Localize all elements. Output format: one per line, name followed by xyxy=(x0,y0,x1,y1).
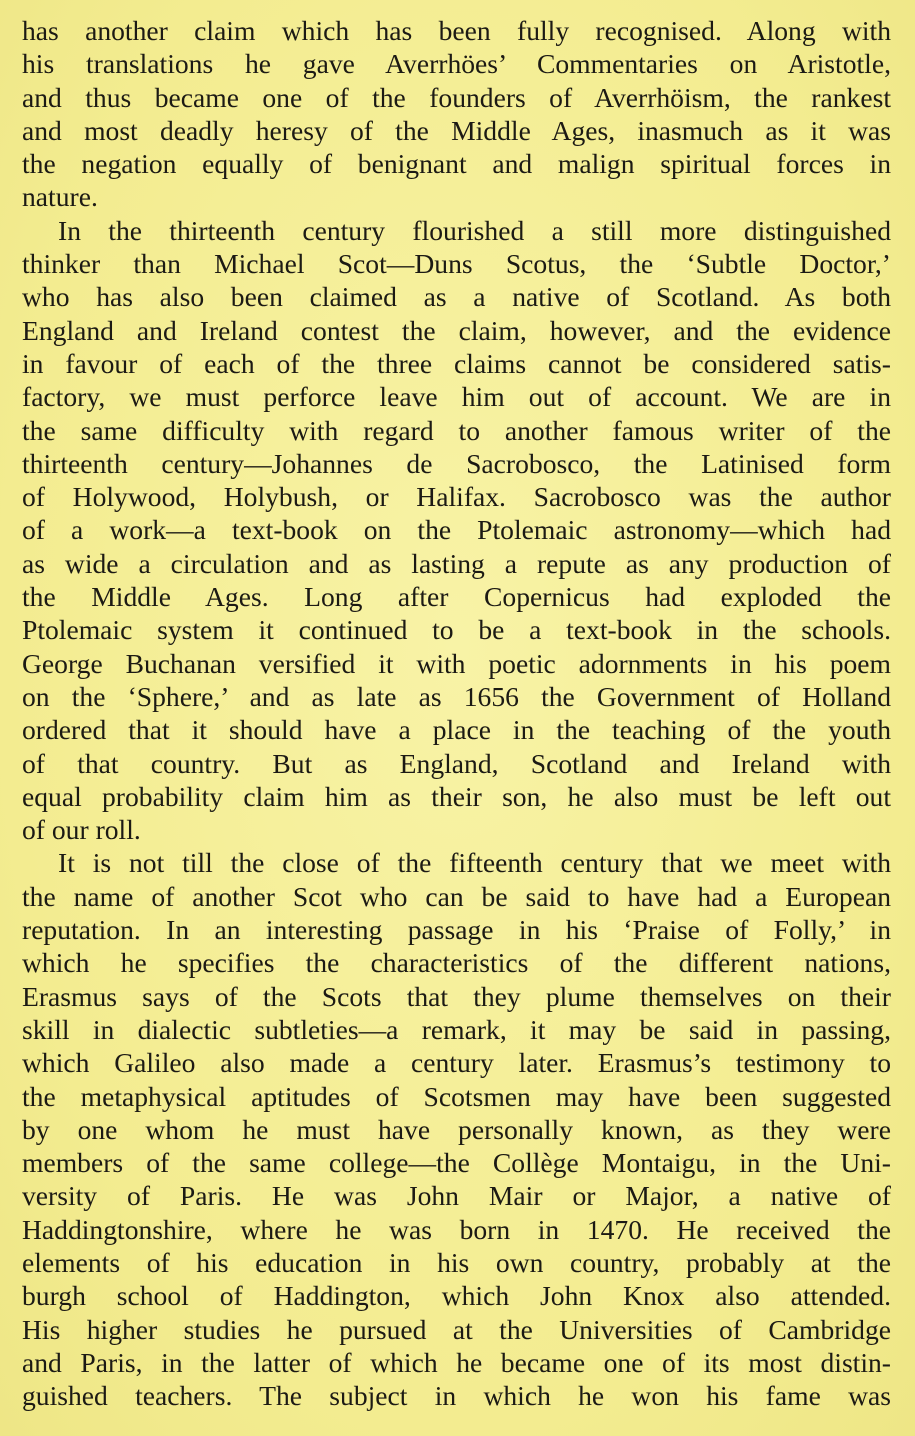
text-line: and Paris, in the latter of which he became one of its most distin- xyxy=(22,1346,891,1378)
text-line: skill in dialectic subtleties—a remark, it may be said in passing, xyxy=(22,1013,891,1045)
text-line: Erasmus says of the Scots that they plume themselves on their xyxy=(22,980,891,1012)
text-line: In the thirteenth century flourished a still more distinguished xyxy=(58,214,891,246)
text-line: Haddingtonshire, where he was born in 1470. He received the xyxy=(22,1213,891,1245)
text-line: and thus became one of the founders of Averrhöism, the rankest xyxy=(22,81,891,113)
text-line: guished teachers. The subject in which he won his fame was xyxy=(22,1380,891,1412)
paragraph xyxy=(22,846,891,1412)
text-line: equal probability claim him as their son, he also must be left out xyxy=(22,780,891,812)
paragraph xyxy=(22,214,891,847)
text-line: which he specifies the characteristics of the different nations, xyxy=(22,947,891,979)
text-line: has another claim which has been fully recognised. Along with xyxy=(22,15,891,46)
text-line: It is not till the close of the fifteenth century that we meet with xyxy=(58,847,891,879)
text-line: of that country. But as England, Scotland and Ireland with xyxy=(22,747,891,779)
text-line: and most deadly heresy of the Middle Ages, inasmuch as it was xyxy=(22,114,891,146)
text-line: factory, we must perforce leave him out of account. We are in xyxy=(22,381,891,413)
text-line: which Galileo also made a century later. Erasmus’s testimony to xyxy=(22,1047,891,1079)
text-line: as wide a circulation and as lasting a repute as any production of xyxy=(22,547,891,579)
text-line: members of the same college—the Collège Montaigu, in the Uni- xyxy=(22,1147,891,1179)
text-line: by one whom he must have personally known, as they were xyxy=(22,1113,891,1145)
text-line: burgh school of Haddington, which John Knox also attended. xyxy=(22,1280,891,1312)
text-line: His higher studies he pursued at the Universities of Cambridge xyxy=(22,1313,891,1345)
paragraph xyxy=(22,14,891,214)
text-line: thinker than Michael Scot—Duns Scotus, the ‘Subtle Doctor,’ xyxy=(22,248,891,280)
text-line: the name of another Scot who can be said to have had a European xyxy=(22,880,891,912)
text-line: his translations he gave Averrhöes’ Commentaries on Aristotle, xyxy=(22,48,891,80)
text-line: the negation equally of benignant and malign spiritual forces in xyxy=(22,148,891,180)
text-line: ordered that it should have a place in the teaching of the youth xyxy=(22,714,891,746)
text-line: nature. xyxy=(22,181,98,213)
text-line: of Holywood, Holybush, or Halifax. Sacrobosco was the author xyxy=(22,481,891,513)
text-line: who has also been claimed as a native of Scotland. As both xyxy=(22,281,891,313)
text-line: on the ‘Sphere,’ and as late as 1656 the Government of Holland xyxy=(22,680,891,712)
text-line: the metaphysical aptitudes of Scotsmen may have been suggested xyxy=(22,1080,891,1112)
text-line: of our roll. xyxy=(22,814,141,846)
text-line: reputation. In an interesting passage in his ‘Praise of Folly,’ in xyxy=(22,914,891,946)
text-line: Ptolemaic system it continued to be a text-book in the schools. xyxy=(22,614,891,646)
text-line: George Buchanan versified it with poetic adornments in his poem xyxy=(22,647,891,679)
text-line: the Middle Ages. Long after Copernicus had exploded the xyxy=(22,581,891,613)
body-text xyxy=(22,14,891,1412)
text-line: England and Ireland contest the claim, however, and the evidence xyxy=(22,314,891,346)
text-line: elements of his education in his own country, probably at the xyxy=(22,1246,891,1278)
text-line: thirteenth century—Johannes de Sacrobosco, the Latinised form xyxy=(22,447,891,479)
text-line: in favour of each of the three claims cannot be considered satis- xyxy=(22,347,891,379)
text-line: of a work—a text-book on the Ptolemaic astronomy—which had xyxy=(22,514,891,546)
text-line: versity of Paris. He was John Mair or Major, a native of xyxy=(22,1180,891,1212)
text-line: the same difficulty with regard to another famous writer of the xyxy=(22,414,891,446)
